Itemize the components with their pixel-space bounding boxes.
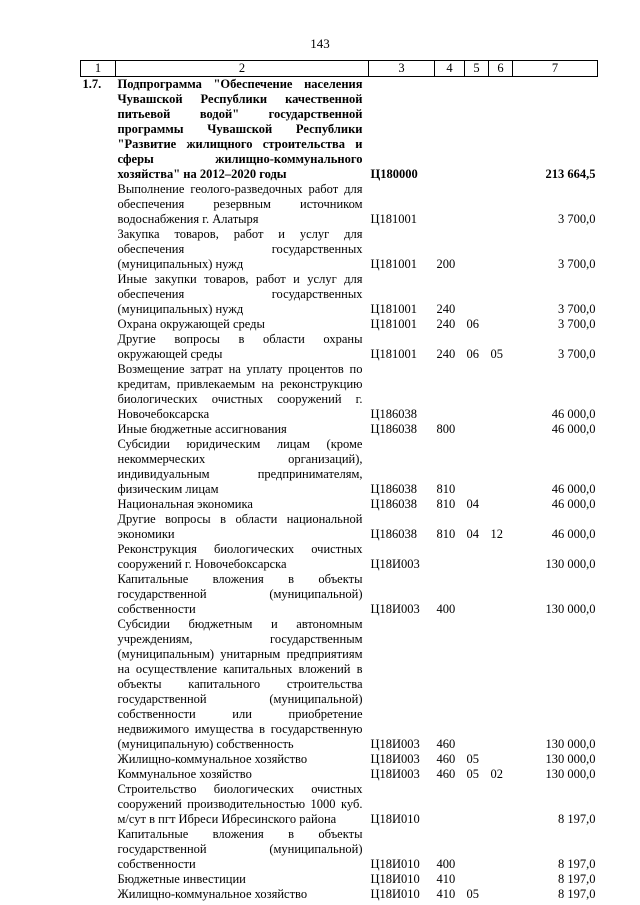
amount: 8 197,0 (558, 872, 596, 886)
subsection-code: 02 (490, 767, 503, 781)
row-description: Субсидии бюджетным и автономным учреждениям, государственным (муниципальным) унитарным предприятиям на осуществление капитальных вложений в объекты капитального строительства государственной (муниципальной) собственности или приобретение недвижимого имущества в государственную (муниципальную) собственность (117, 617, 363, 751)
row-number (81, 512, 116, 542)
target-article-code: Ц18И010 (370, 887, 420, 901)
amount: 46 000,0 (551, 497, 596, 511)
row-description: Реконструкция биологических очистных сооружений г. Новочебоксарска (117, 542, 363, 571)
subsection-code (489, 782, 513, 827)
subsection-code (489, 542, 513, 572)
row-number (81, 827, 116, 872)
amount: 3 700,0 (558, 212, 596, 226)
table-row (81, 422, 598, 437)
amount: 8 197,0 (558, 812, 596, 826)
row-description: Иные закупки товаров, работ и услуг для обеспечения государственных (муниципальных) нужд (117, 272, 363, 316)
expense-type-code: 810 (436, 482, 456, 496)
amount: 130 000,0 (545, 752, 596, 766)
row-number (81, 272, 116, 317)
expense-type-code: 460 (436, 737, 456, 751)
section-code: 04 (466, 497, 479, 511)
table-body (81, 77, 598, 903)
section-code: 05 (466, 767, 479, 781)
amount: 46 000,0 (551, 422, 596, 436)
amount: 3 700,0 (558, 257, 596, 271)
table-row (81, 437, 598, 497)
table-row (81, 617, 598, 752)
section-code (465, 827, 489, 872)
table-row (81, 827, 598, 872)
subsection-code (489, 497, 513, 512)
row-number (81, 767, 116, 782)
row-number (81, 182, 116, 227)
subsection-code (489, 572, 513, 617)
budget-table (80, 60, 598, 902)
expense-type-code: 410 (436, 887, 456, 901)
row-number (81, 332, 116, 362)
row-number (81, 782, 116, 827)
amount: 3 700,0 (558, 317, 596, 331)
section-code (465, 542, 489, 572)
row-number (81, 617, 116, 752)
target-article-code: Ц18И010 (370, 857, 420, 871)
amount: 8 197,0 (558, 857, 596, 871)
target-article-code: Ц186038 (370, 482, 418, 496)
expense-type-code: 240 (436, 317, 456, 331)
row-number (81, 422, 116, 437)
amount: 130 000,0 (545, 602, 596, 616)
expense-type-code: 810 (436, 497, 456, 511)
row-description: Охрана окружающей среды (117, 317, 265, 331)
target-article-code: Ц181001 (370, 317, 418, 331)
row-description: Иные бюджетные ассигнования (117, 422, 287, 436)
row-number (81, 227, 116, 272)
column-header: 7 (513, 61, 598, 77)
subsection-code: 05 (490, 347, 503, 361)
target-article-code: Ц181001 (370, 257, 418, 271)
expense-type-code: 810 (436, 527, 456, 541)
row-description: Жилищно-коммунальное хозяйство (117, 752, 308, 766)
target-article-code: Ц18И003 (370, 737, 420, 751)
table-row (81, 767, 598, 782)
subsection-code (489, 227, 513, 272)
row-number (81, 497, 116, 512)
row-description: Возмещение затрат на уплату процентов по кредитам, привлекаемым на реконструкцию биологических очистных сооружений г. Новочебоксарска (117, 362, 363, 421)
amount: 46 000,0 (551, 527, 596, 541)
column-header: 1 (81, 61, 116, 77)
amount: 8 197,0 (558, 887, 596, 901)
page-number: 143 (310, 36, 330, 51)
section-code (465, 782, 489, 827)
section-code (465, 182, 489, 227)
row-description: Бюджетные инвестиции (117, 872, 246, 886)
expense-type-code: 240 (436, 302, 456, 316)
subsection-code (489, 272, 513, 317)
table-row (81, 512, 598, 542)
section-code: 06 (466, 317, 479, 331)
target-article-code: Ц18И003 (370, 752, 420, 766)
section-code: 05 (466, 887, 479, 901)
target-article-code: Ц18И003 (370, 602, 420, 616)
table-row (81, 332, 598, 362)
row-description: Другие вопросы в области охраны окружающей среды (117, 332, 363, 361)
target-article-code: Ц181001 (370, 212, 418, 226)
section-code: 04 (466, 527, 479, 541)
amount: 213 664,5 (545, 167, 596, 181)
row-description: Капитальные вложения в объекты государственной (муниципальной) собственности (117, 827, 363, 871)
expense-type-code (435, 362, 465, 422)
target-article-code: Ц18И010 (370, 872, 420, 886)
subsection-code (489, 422, 513, 437)
row-description: Национальная экономика (117, 497, 253, 511)
column-header: 6 (489, 61, 513, 77)
section-code (465, 617, 489, 752)
subsection-code (489, 317, 513, 332)
target-article-code: Ц18И003 (370, 767, 420, 781)
section-code: 06 (466, 347, 479, 361)
target-article-code: Ц186038 (370, 422, 418, 436)
section-code (465, 572, 489, 617)
row-number (81, 317, 116, 332)
section-code (465, 227, 489, 272)
target-article-code: Ц181001 (370, 347, 418, 361)
row-description: Коммунальное хозяйство (117, 767, 252, 781)
expense-type-code: 460 (436, 752, 456, 766)
expense-type-code: 400 (436, 857, 456, 871)
amount: 130 000,0 (545, 767, 596, 781)
row-number (81, 752, 116, 767)
expense-type-code (435, 542, 465, 572)
section-code (465, 422, 489, 437)
expense-type-code: 460 (436, 767, 456, 781)
row-number (81, 572, 116, 617)
table-row (81, 782, 598, 827)
target-article-code: Ц186038 (370, 407, 418, 421)
section-code (465, 362, 489, 422)
section-code (465, 77, 489, 183)
subsection-code (489, 182, 513, 227)
table-row (81, 77, 598, 183)
table-row (81, 542, 598, 572)
expense-type-code: 410 (436, 872, 456, 886)
target-article-code: Ц181001 (370, 302, 418, 316)
target-article-code: Ц18И010 (370, 812, 420, 826)
column-header: 5 (465, 61, 489, 77)
column-header: 4 (435, 61, 465, 77)
amount: 130 000,0 (545, 737, 596, 751)
subsection-code (489, 887, 513, 902)
expense-type-code: 800 (436, 422, 456, 436)
subsection-code (489, 752, 513, 767)
row-description: Жилищно-коммунальное хозяйство (117, 887, 308, 901)
target-article-code: Ц18И003 (370, 557, 420, 571)
row-number (81, 872, 116, 887)
row-description: Закупка товаров, работ и услуг для обеспечения государственных (муниципальных) нужд (117, 227, 363, 271)
row-number (81, 542, 116, 572)
table-row (81, 752, 598, 767)
table-row (81, 872, 598, 887)
subsection-code (489, 872, 513, 887)
expense-type-code (435, 782, 465, 827)
table-row (81, 227, 598, 272)
expense-type-code (435, 182, 465, 227)
row-number (81, 437, 116, 497)
table-row (81, 317, 598, 332)
amount: 3 700,0 (558, 302, 596, 316)
subsection-code (489, 77, 513, 183)
row-description: Капитальные вложения в объекты государственной (муниципальной) собственности (117, 572, 363, 616)
amount: 46 000,0 (551, 482, 596, 496)
row-number (81, 887, 116, 902)
row-description: Субсидии юридическим лицам (кроме некоммерческих организаций), индивидуальным предпринимателям, физическим лицам (117, 437, 363, 496)
section-code (465, 272, 489, 317)
row-number (81, 362, 116, 422)
expense-type-code: 200 (436, 257, 456, 271)
table-row (81, 182, 598, 227)
subsection-code (489, 362, 513, 422)
target-article-code: Ц180000 (370, 167, 418, 181)
row-description: Строительство биологических очистных сооружений производительностью 1000 куб. м/сут в пгт Ибреси Ибресинского района (117, 782, 363, 826)
table-row (81, 572, 598, 617)
row-description: Выполнение геолого-разведочных работ для обеспечения резервным источником водоснабжения г. Алатыря (117, 182, 363, 226)
amount: 3 700,0 (558, 347, 596, 361)
subsection-code (489, 827, 513, 872)
section-code (465, 437, 489, 497)
row-number: 1.7. (82, 77, 102, 91)
column-header: 2 (116, 61, 369, 77)
column-header: 3 (369, 61, 435, 77)
row-description: Подпрограмма "Обеспечение населения Чувашской Республики качественной питьевой водой" государственной программы Чувашской Республики "Развитие жилищного строительства и сферы жилищно-коммунального хозяйства" на 2012–2020 годы (117, 77, 363, 181)
subsection-code: 12 (490, 527, 503, 541)
subsection-code (489, 437, 513, 497)
amount: 130 000,0 (545, 557, 596, 571)
expense-type-code: 240 (436, 347, 456, 361)
table-row (81, 497, 598, 512)
row-description: Другие вопросы в области национальной экономики (117, 512, 363, 541)
target-article-code: Ц186038 (370, 497, 418, 511)
subsection-code (489, 617, 513, 752)
header-row (81, 61, 598, 77)
target-article-code: Ц186038 (370, 527, 418, 541)
section-code (465, 872, 489, 887)
table-row (81, 887, 598, 902)
expense-type-code: 400 (436, 602, 456, 616)
expense-type-code (435, 77, 465, 183)
table-row (81, 272, 598, 317)
amount: 46 000,0 (551, 407, 596, 421)
table-row (81, 362, 598, 422)
section-code: 05 (466, 752, 479, 766)
